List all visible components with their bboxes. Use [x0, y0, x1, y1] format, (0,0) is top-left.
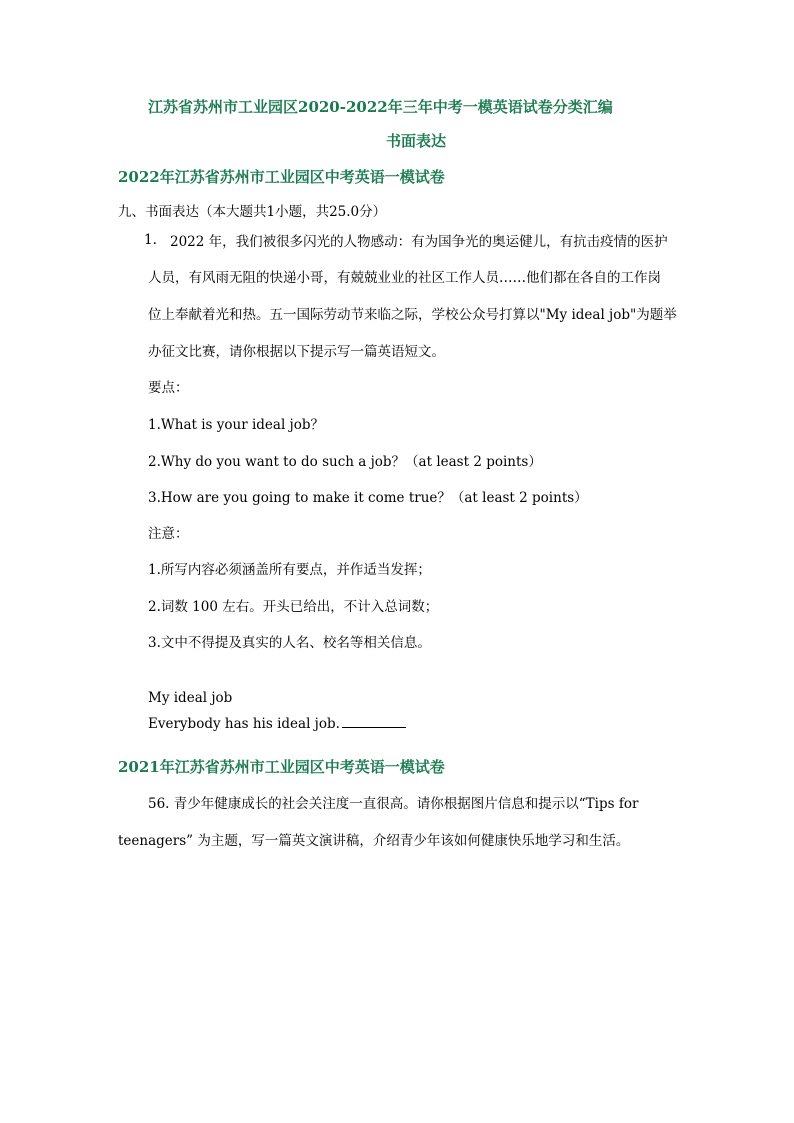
- note-1: 1.所写内容必须涵盖所有要点，并作适当发挥；: [148, 562, 431, 578]
- point-1: 1.What is your ideal job？: [148, 417, 325, 433]
- prompt-line-4: 办征文比赛，请你根据以下提示写一篇英语短文。: [148, 344, 445, 360]
- section-heading-2021: 2021年江苏省苏州市工业园区中考英语一模试卷: [118, 758, 445, 776]
- note-3: 3.文中不得提及真实的人名、校名等相关信息。: [148, 635, 431, 651]
- prompt-line-1: 2022 年，我们被很多闪光的人物感动：有为国争光的奥运健儿，有抗击疫情的医护: [170, 234, 668, 250]
- question-number: 1.: [144, 232, 157, 248]
- notes-label: 注意：: [148, 526, 189, 542]
- note-2: 2.词数 100 左右。开头已给出，不计入总词数；: [148, 599, 439, 615]
- question-56-line-1: 56. 青少年健康成长的社会关注度一直很高。请你根据图片信息和提示以“Tips for: [148, 796, 639, 812]
- section-heading-2022: 2022年江苏省苏州市工业园区中考英语一模试卷: [118, 168, 445, 186]
- point-3: 3.How are you going to make it come true？（at least 2 points）: [148, 490, 588, 506]
- prompt-line-2: 人员，有风雨无阻的快递小哥，有兢兢业业的社区工作人员……他们都在各自的工作岗: [148, 270, 661, 286]
- essay-start-text: Everybody has his ideal job.: [148, 716, 340, 732]
- essay-start: [148, 713, 406, 732]
- prompt-line-3: 位上奉献着光和热。五一国际劳动节来临之际，学校公众号打算以"My ideal job"为题举: [148, 307, 677, 323]
- document-title: 江苏省苏州市工业园区2020-2022年三年中考一模英语试卷分类汇编: [148, 98, 613, 116]
- point-2: 2.Why do you want to do such a job？（at least 2 points）: [148, 454, 542, 470]
- answer-blank[interactable]: [342, 713, 406, 728]
- points-label: 要点：: [148, 380, 189, 396]
- part-label: 九、书面表达（本大题共1小题，共25.0分）: [118, 204, 387, 220]
- question-56-line-2: teenagers” 为主题，写一篇英文演讲稿，介绍青少年该如何健康快乐地学习和生活。: [118, 833, 630, 849]
- essay-title: My ideal job: [148, 690, 233, 706]
- document-subtitle: 书面表达: [386, 132, 447, 150]
